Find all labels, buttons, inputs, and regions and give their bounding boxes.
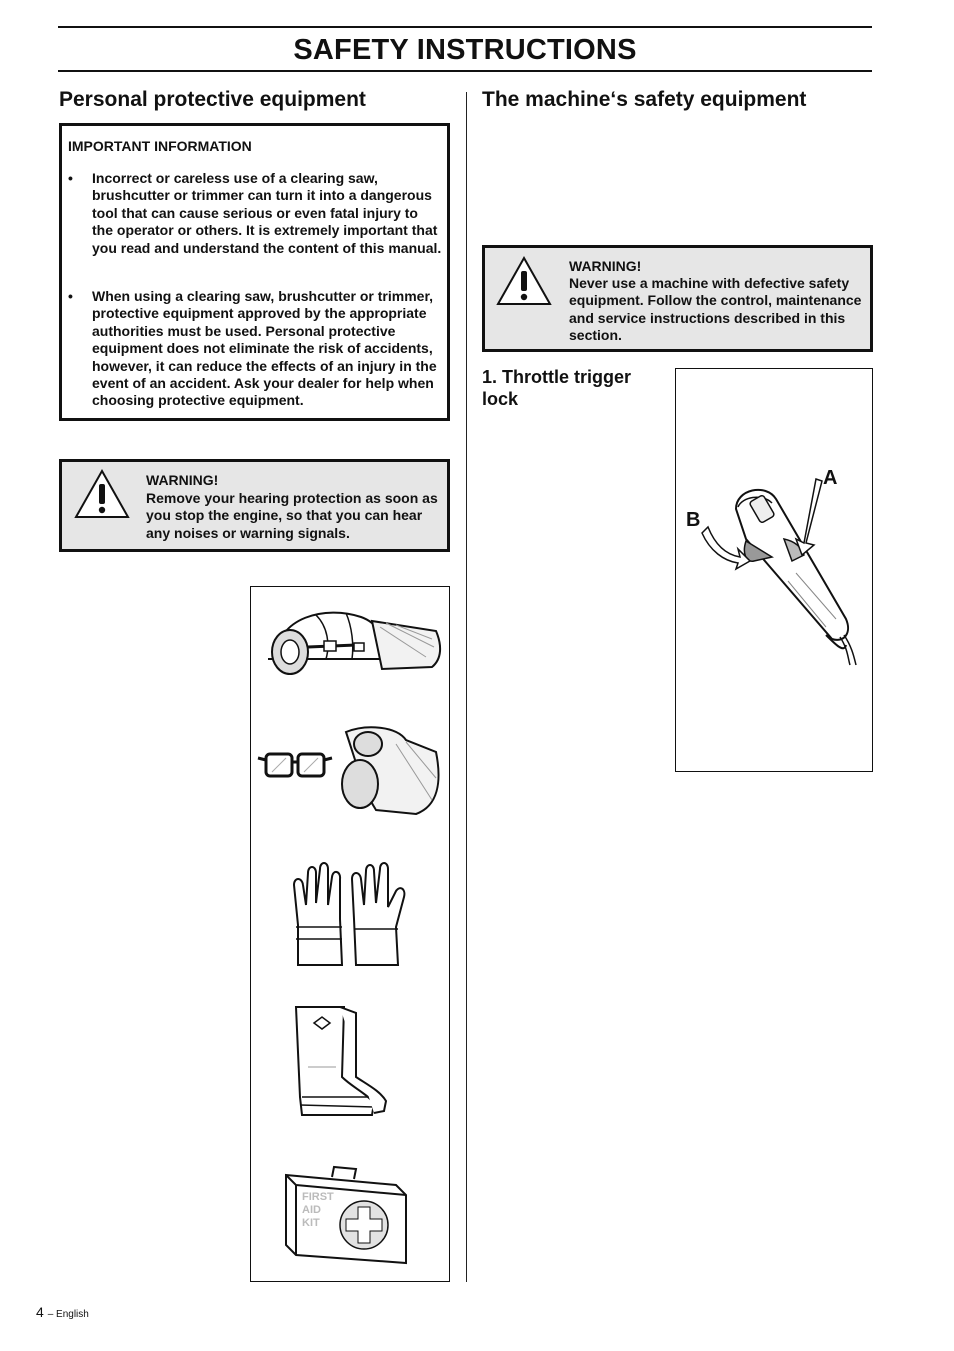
warning-title: WARNING! [146,472,219,488]
bullet-mark: • [68,170,73,186]
protective-equipment-figure [250,586,450,1282]
first-aid-line-2: AID [302,1204,321,1216]
defective-equipment-warning-text: Never use a machine with defective safety equipment. Follow the control, maintenance and service instructions described in this section. [569,275,862,344]
label-a: A [823,467,838,489]
first-aid-line-3: KIT [302,1217,320,1229]
info-bullet-text: When using a clearing saw, brushcutter or trimmer, protective equipment approved by the appropriate authorities must be used. Personal protective equipment does not eliminate the risk of accidents, however, it can reduce the effects of an injury in the event of an accident. Ask your dealer for help when choosing protective equipment. [92,288,437,409]
column-divider [466,92,467,1282]
helmet-visor-icon [256,597,446,697]
throttle-handle-figure [675,368,873,772]
label-b: B [686,509,701,531]
defective-equipment-warning-box [482,245,873,352]
hearing-warning-box [59,459,450,552]
footer-language: – English [47,1309,89,1320]
top-rule [58,26,872,28]
hearing-warning-text: Remove your hearing protection as soon as you stop the engine, so that you can hear any noises or warning signals. [146,490,438,541]
warning-triangle-icon [73,468,131,520]
info-bullet-2 [68,288,442,410]
info-bullet-1 [68,170,442,257]
warning-triangle-icon [495,255,553,307]
first-aid-kit-icon [256,1155,446,1275]
warning-title: WARNING! [569,258,642,274]
important-information-box [59,123,450,421]
info-bullet-text: Incorrect or careless use of a clearing saw, brushcutter or trimmer can turn it into a dangerous tool that can cause serious or even fatal injury to the operator or others. It is extremely important that you read and understand the content of this manual. [92,170,442,256]
ppe-heading: Personal protective equipment [59,88,366,111]
important-information-heading: IMPORTANT INFORMATION [68,138,252,154]
first-aid-line-1: FIRST [302,1191,334,1203]
title-underline [58,70,872,72]
page-title: SAFETY INSTRUCTIONS [293,34,637,66]
page-number: 4 [36,1304,44,1320]
boots-icon [256,997,446,1127]
bullet-mark: • [68,288,73,304]
page-footer [36,1304,89,1320]
throttle-trigger-lock-heading: 1. Throttle trigger lock [482,367,632,409]
machine-safety-heading: The machine‘s safety equipment [482,88,807,111]
throttle-handle-illustration [676,469,872,669]
gloves-icon [256,855,446,975]
glasses-earmuffs-icon [256,722,446,822]
